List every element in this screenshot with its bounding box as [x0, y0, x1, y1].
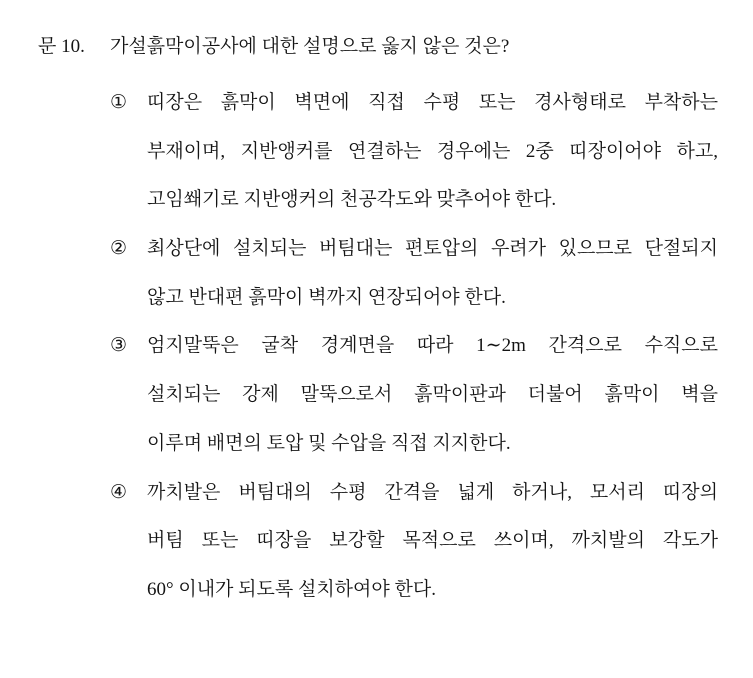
option-line: 설치되는 강제 말뚝으로서 흙막이판과 더불어 흙막이 벽을 — [147, 384, 718, 406]
option-text — [147, 79, 718, 225]
option-line: 60° 이내가 되도록 설치하여야 한다. — [147, 578, 436, 600]
option-line: 않고 반대편 흙막이 벽까지 연장되어야 한다. — [147, 286, 506, 308]
option-line: 최상단에 설치되는 버팀대는 편토압의 우려가 있으므로 단절되지 — [147, 238, 718, 260]
option-line: 까치발은 버팀대의 수평 간격을 넓게 하거나, 모서리 띠장의 — [147, 481, 718, 503]
question-stem — [38, 23, 509, 71]
option-4 — [110, 469, 720, 615]
option-line: 엄지말뚝은 굴착 경계면을 따라 1∼2m 간격으로 수직으로 — [147, 335, 718, 357]
option-text — [147, 469, 718, 615]
question-text: 가설흙막이공사에 대한 설명으로 옳지 않은 것은? — [110, 36, 510, 57]
answer-options — [110, 79, 720, 615]
option-3 — [110, 322, 720, 468]
option-marker: ④ — [110, 481, 128, 503]
option-text — [147, 225, 718, 322]
option-text — [147, 322, 718, 468]
option-marker: ② — [110, 238, 128, 260]
option-line: 띠장은 흙막이 벽면에 직접 수평 또는 경사형태로 부착하는 — [147, 92, 718, 113]
option-line: 고임쐐기로 지반앵커의 천공각도와 맞추어야 한다. — [147, 189, 557, 211]
option-2 — [110, 225, 720, 322]
question-number: 문 10. — [38, 36, 85, 57]
option-marker: ③ — [110, 335, 128, 357]
option-marker: ① — [110, 92, 128, 113]
option-line: 이루며 배면의 토압 및 수압을 직접 지지한다. — [147, 432, 511, 454]
option-1 — [110, 79, 720, 225]
option-line: 부재이며, 지반앵커를 연결하는 경우에는 2중 띠장이어야 하고, — [147, 140, 718, 162]
option-line: 버팀 또는 띠장을 보강할 목적으로 쓰이며, 까치발의 각도가 — [147, 530, 718, 552]
